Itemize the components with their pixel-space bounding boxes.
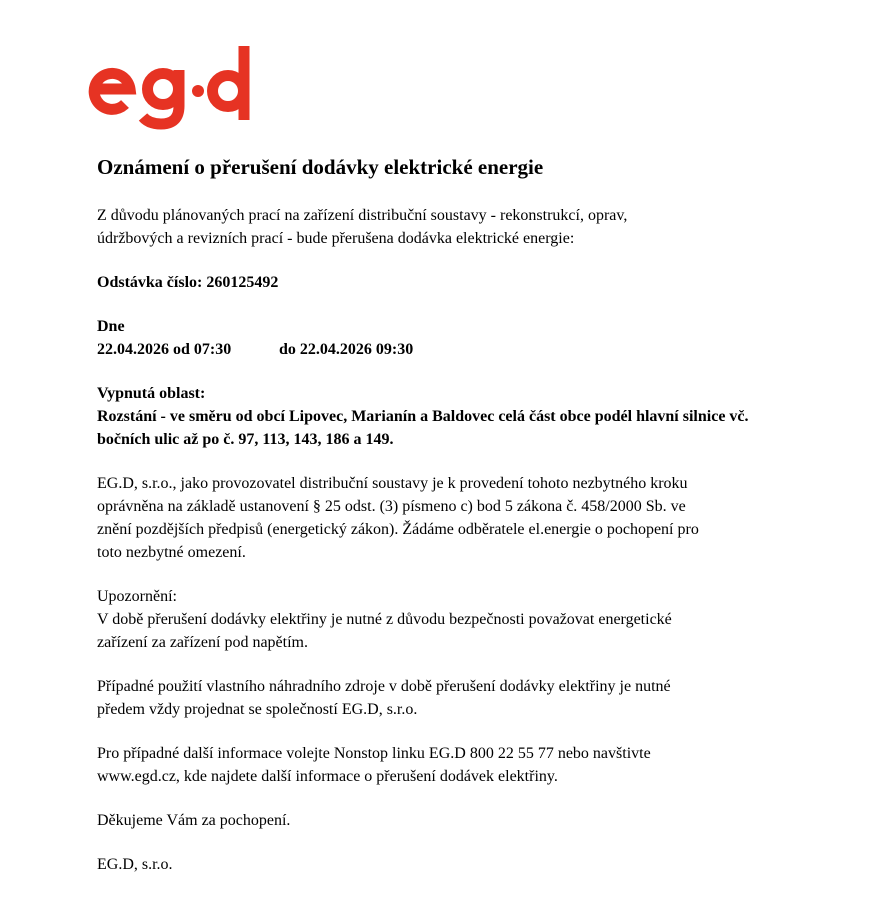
- signature: EG.D, s.r.o.: [97, 856, 173, 873]
- egd-logo: [86, 40, 256, 130]
- backup-paragraph: [97, 675, 857, 721]
- info-line: Pro případné další informace volejte Nonstop linku EG.D 800 22 55 77 nebo navštivte: [97, 745, 651, 762]
- legal-line: znění pozdějších předpisů (energetický zákon). Žádáme odběratele el.energie o pochopení pro: [97, 521, 699, 538]
- egd-logo-mark: [86, 40, 256, 130]
- area-label: Vypnutá oblast:: [97, 385, 206, 402]
- backup-line: předem vždy projednat se společností EG.D, s.r.o.: [97, 701, 418, 718]
- info-line: www.egd.cz, kde najdete další informace o přerušení dodávek elektřiny.: [97, 768, 558, 785]
- date-range: [97, 338, 857, 361]
- thanks-line: Děkujeme Vám za pochopení.: [97, 812, 291, 829]
- area-block: [97, 382, 857, 451]
- notice-body: [97, 152, 857, 876]
- notice-title: Oznámení o přerušení dodávky elektrické energie: [97, 155, 544, 179]
- date-label: Dne: [97, 318, 125, 335]
- area-line: Rozstání - ve směru od obcí Lipovec, Marianín a Baldovec celá část obce podél hlavní silnice vč.: [97, 408, 749, 425]
- legal-paragraph: [97, 472, 857, 564]
- warning-label: Upozornění:: [97, 588, 177, 605]
- legal-line: oprávněna na základě ustanovení § 25 odst. (3) písmeno c) bod 5 zákona č. 458/2000 Sb. ve: [97, 498, 686, 515]
- intro-line: údržbových a revizních prací - bude přerušena dodávka elektrické energie:: [97, 230, 575, 247]
- date-block: [97, 315, 857, 361]
- date-from: 22.04.2026 od 07:30: [97, 341, 232, 358]
- date-to: do 22.04.2026 09:30: [279, 341, 414, 358]
- warning-line: zařízení za zařízení pod napětím.: [97, 634, 308, 651]
- legal-line: toto nezbytné omezení.: [97, 544, 246, 561]
- legal-line: EG.D, s.r.o., jako provozovatel distribuční soustavy je k provedení tohoto nezbytného kroku: [97, 475, 688, 492]
- backup-line: Případné použití vlastního náhradního zdroje v době přerušení dodávky elektřiny je nutné: [97, 678, 671, 695]
- warning-block: [97, 585, 857, 654]
- outage-number: Odstávka číslo: 260125492: [97, 274, 279, 291]
- warning-line: V době přerušení dodávky elektřiny je nutné z důvodu bezpečnosti považovat energetické: [97, 611, 672, 628]
- intro-paragraph: [97, 204, 857, 250]
- info-paragraph: [97, 742, 857, 788]
- area-line: bočních ulic až po č. 97, 113, 143, 186 a 149.: [97, 431, 394, 448]
- intro-line: Z důvodu plánovaných prací na zařízení distribuční soustavy - rekonstrukcí, oprav,: [97, 207, 628, 224]
